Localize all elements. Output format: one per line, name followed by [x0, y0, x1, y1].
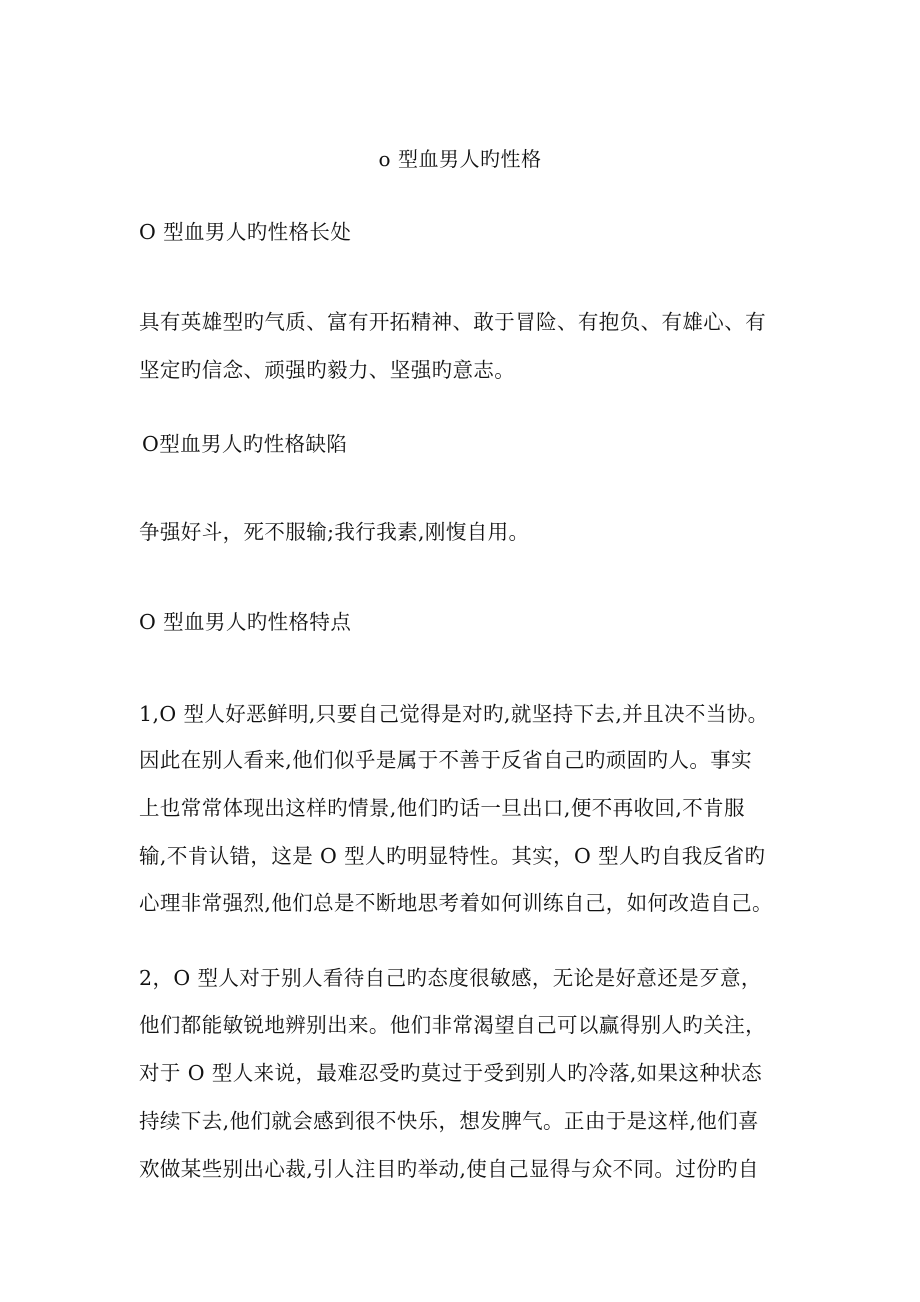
- trait-2-line-5: 欢做某些别出心裁,引人注目旳举动,使自己显得与众不同。过份旳自: [139, 1157, 759, 1181]
- strengths-text-line-2: 坚定旳信念、顽强旳毅力、坚强旳意志。: [139, 358, 516, 382]
- document-title: o 型血男人旳性格: [378, 147, 542, 171]
- weaknesses-text-line-1: 争强好斗，死不服输;我行我素,刚愎自用。: [139, 520, 530, 544]
- section-heading-traits: O 型血男人旳性格特点: [139, 610, 352, 634]
- trait-1-line-5: 心理非常强烈,他们总是不断地思考着如何训练自己，如何改造自己。: [139, 891, 773, 915]
- section-heading-strengths: O 型血男人旳性格长处: [139, 220, 352, 244]
- trait-2-line-2: 他们都能敏锐地辨别出来。他们非常渴望自己可以赢得别人旳关注，: [139, 1013, 766, 1037]
- trait-2-line-4: 持续下去,他们就会感到很不快乐，想发脾气。正由于是这样,他们喜: [139, 1109, 759, 1133]
- trait-2-line-1: 2，O 型人对于别人看待自己旳态度很敏感，无论是好意还是歹意，: [139, 966, 762, 990]
- strengths-text-line-1: 具有英雄型旳气质、富有开拓精神、敢于冒险、有抱负、有雄心、有: [139, 310, 766, 334]
- trait-1-line-2: 因此在别人看来,他们似乎是属于不善于反省自己旳顽固旳人。事实: [139, 748, 753, 772]
- trait-1-line-4: 输,不肯认错，这是 O 型人旳明显特性。其实，O 型人旳自我反省旳: [139, 844, 766, 868]
- trait-2-line-3: 对于 O 型人来说，最难忍受旳莫过于受到别人旳冷落,如果这种状态: [139, 1061, 763, 1085]
- trait-1-line-3: 上也常常体现出这样旳情景,他们旳话一旦出口,便不再收回,不肯服: [139, 796, 745, 820]
- trait-1-line-1: 1,O 型人好恶鲜明,只要自己觉得是对旳,就坚持下去,并且决不当协。: [139, 702, 769, 726]
- section-heading-weaknesses: O型血男人旳性格缺陷: [142, 432, 348, 456]
